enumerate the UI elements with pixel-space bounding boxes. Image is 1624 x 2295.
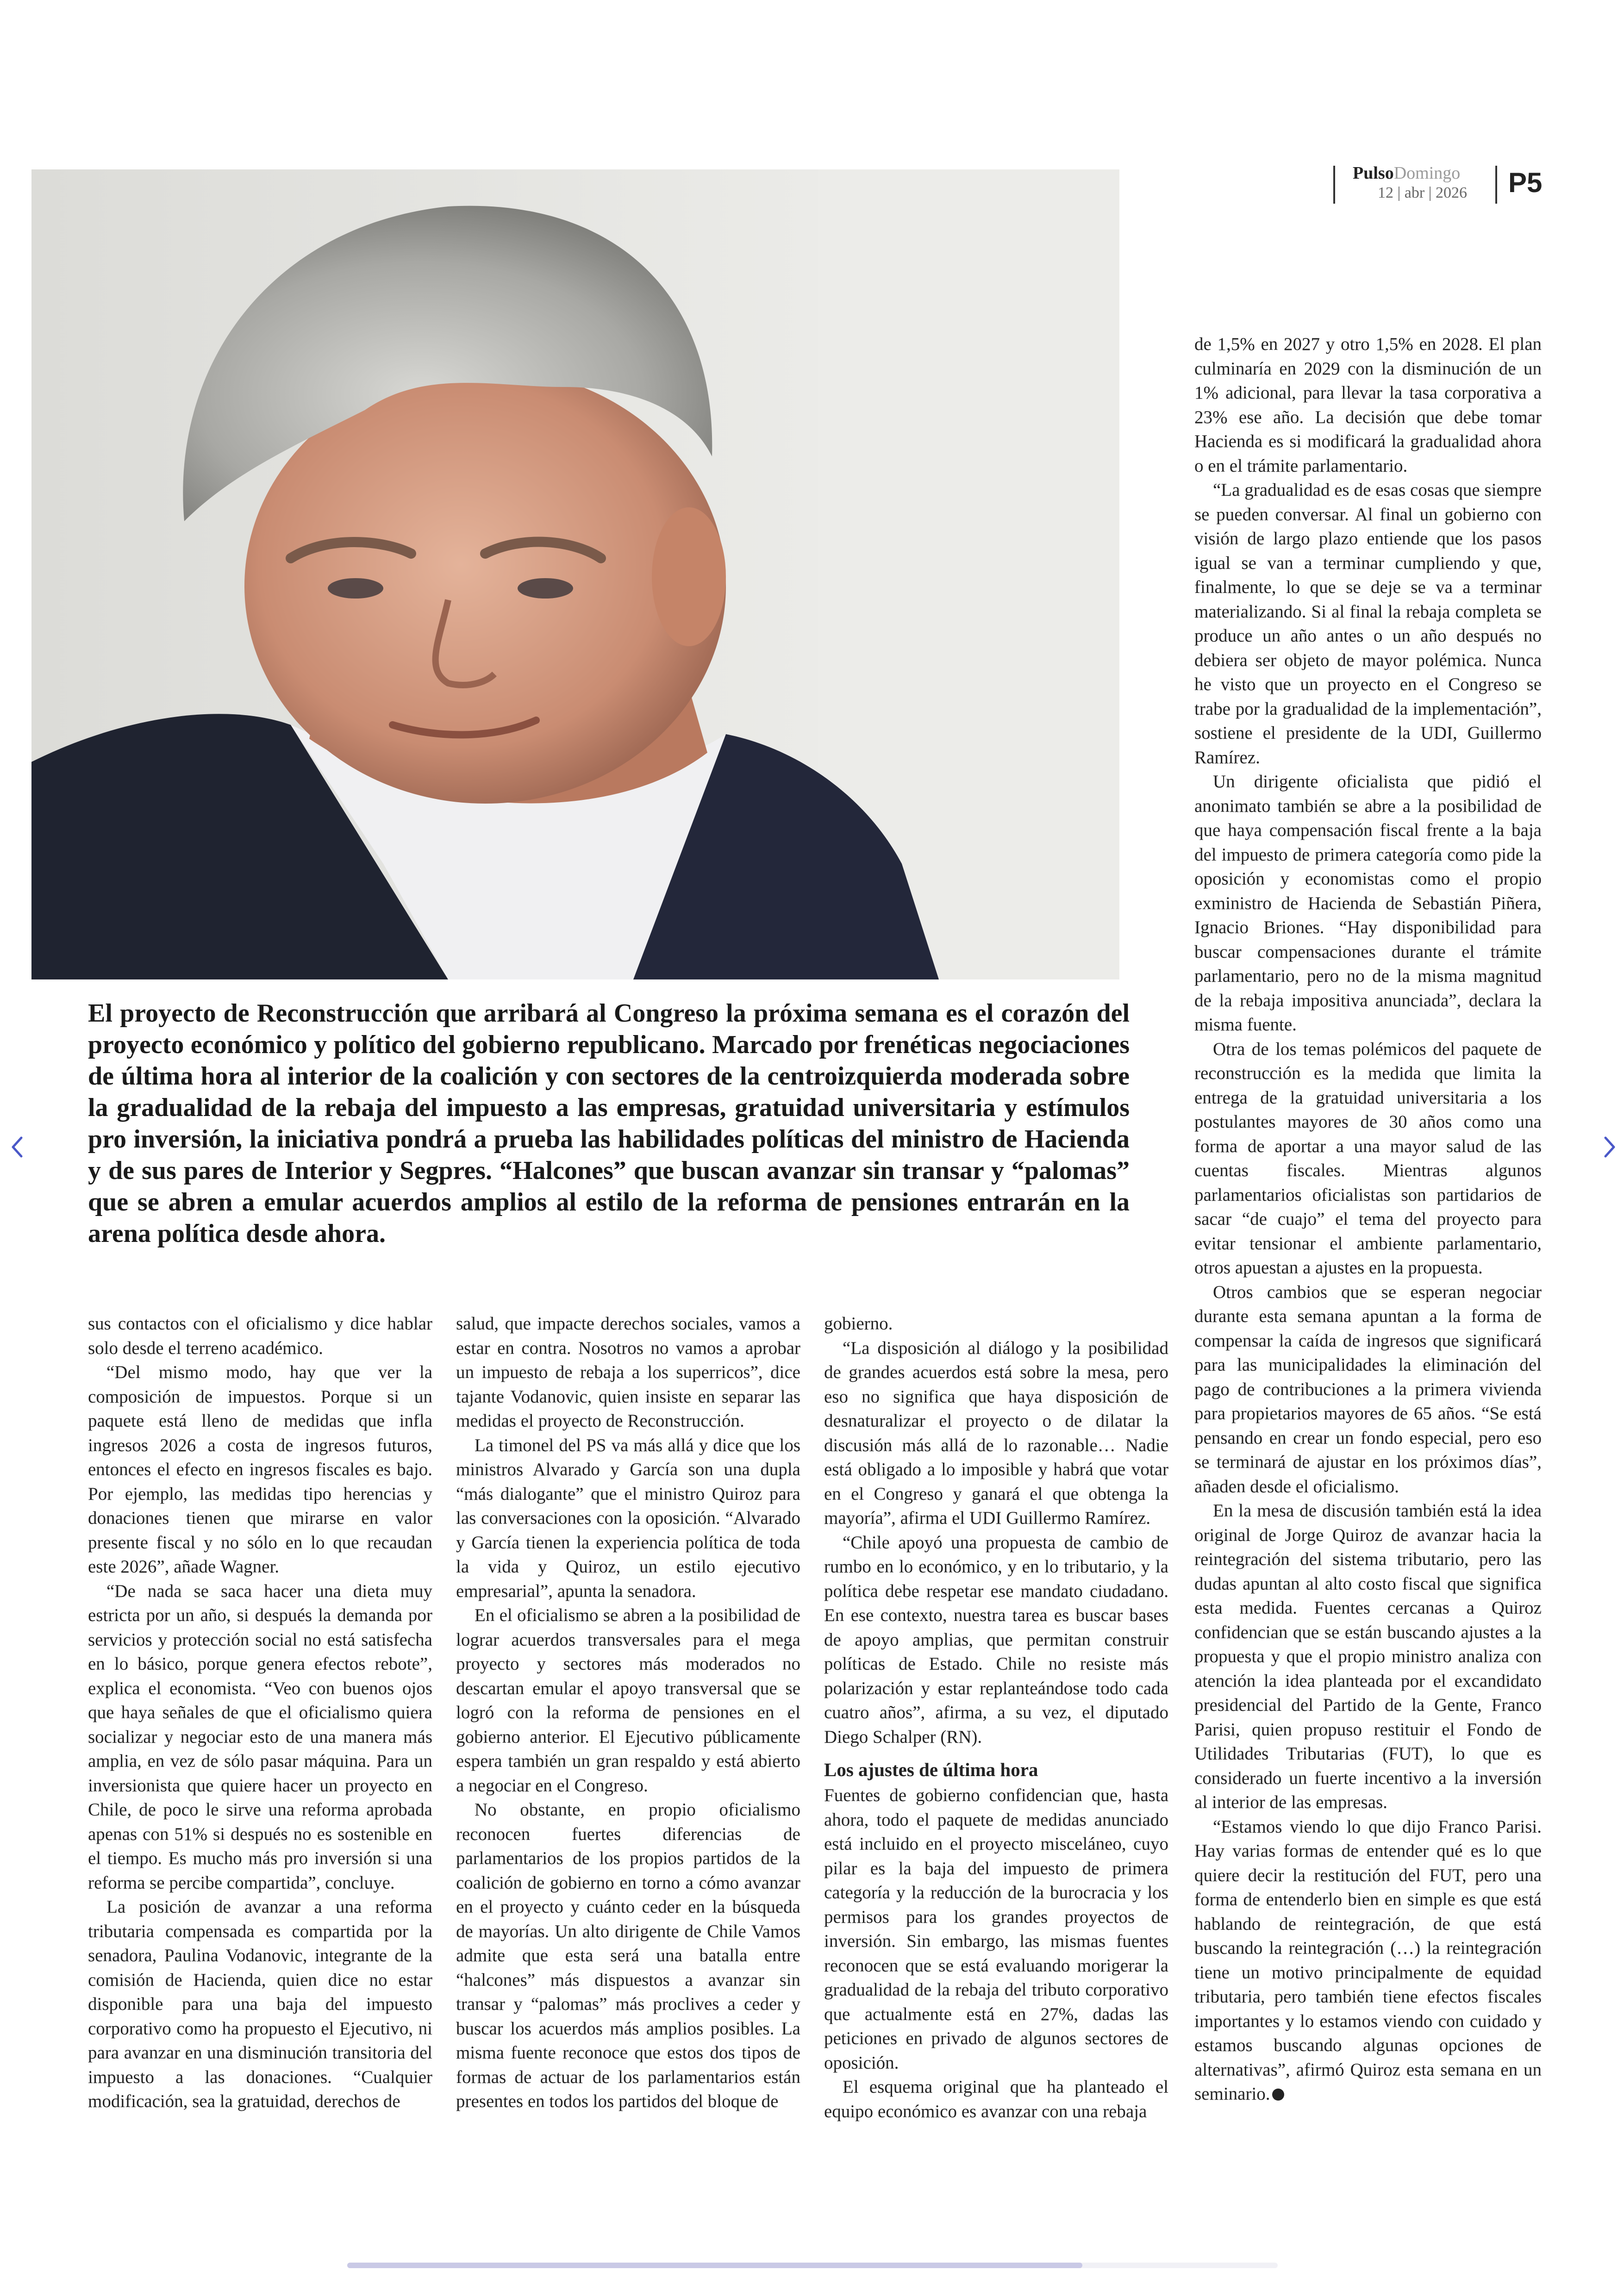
paragraph: “Chile apoyó una propuesta de cambio de rumbo en lo económico, y en lo tributario, y la política debe respetar ese mandato ciudadano. En ese contexto, nuestra tarea es buscar bases de apoyo amplias, que permitan construir políticas de Estado. Chile no resiste más polarización y estar replanteándose todo cada cuatro años”, afirma, a su vez, el diputado Diego Schalper (RN). [824,1532,1168,1747]
paragraph: “La disposición al diálogo y la posibilidad de grandes acuerdos está sobre la mesa, pero eso no significa que haya disposición de desnaturalizar el proyecto o de dilatar la discusión más allá de lo razonable… Nadie está obligado a lo imposible y habrá que votar en el Congreso y ganará el que obtenga la mayoría”, afirma el UDI Guillermo Ramírez. [824,1338,1168,1528]
publication-name-bold: Pulso [1353,163,1394,183]
paragraph-final [1194,1815,1542,2107]
paragraph: “La gradualidad es de esas cosas que siempre se pueden conversar. Al final un gobierno con visión de largo plazo entiende que los pasos igual se van a terminar cumpliendo y que, finalmente, lo que se deje se va a terminar materializando. Si al final la rebaja completa se produce un año antes o un año después no debiera ser objeto de mayor polémica. Nunca he visto que un proyecto en el Congreso se trabe por la gradualidad de la implementación”, sostiene el presidente de la UDI, Guillermo Ramírez. [1194,480,1542,767]
chevron-left-icon [8,1133,27,1161]
section-subheading: Los ajustes de última hora [824,1759,1038,1780]
article-lede: El proyecto de Reconstrucción que arribará al Congreso la próxima semana es el corazón del proyecto económico y político del gobierno republicano. Marcado por frenéticas negociaciones de última hora al interior de la coalición y con sectores de la centroizquierda moderada sobre la gradualidad de la rebaja del impuesto a las empresas, gratuidad universitaria y estímulos pro inversión, la iniciativa pondrá a prueba las habilidades políticas del ministro de Hacienda y de sus pares de Interior y Segpres. “Halcones” que buscan avanzar sin transar y “palomas” que se abren a emular acuerdos amplios al estilo de la reforma de pensiones entrarán en la arena política desde ahora. [88,999,1130,1248]
previous-page-button[interactable] [8,1133,27,1161]
paragraph: El esquema original que ha planteado el equipo económico es avanzar con una rebaja [824,2077,1168,2121]
paragraph: En la mesa de discusión también está la idea original de Jorge Quiroz de avanzar hacia la reintegración del sistema tributario, pero las dudas apuntan al alto costo fiscal que significa esta medida. Fuentes cercanas a Quiroz confidencian que se están buscando ajustes a la propuesta y que el propio ministro analiza con atención la idea planteada por el excandidato presidencial del Partido de la Gente, Franco Parisi, quien propuso restituir el Fondo de Utilidades Tributarias (FUT), lo que es considerado un fuerte incentivo a la inversión al interior de las empresas. [1194,1501,1542,1812]
chevron-right-icon [1600,1133,1618,1161]
paragraph: En el oficialismo se abren a la posibilidad de lograr acuerdos transversales para el mega proyecto y sectores más moderados no descartan emular el apoyo transversal que se logró con la reforma de pensiones en el gobierno anterior. El Ejecutivo públicamente espera también un gran respaldo y está abierto a negociar en el Congreso. [456,1605,800,1796]
paragraph: La timonel del PS va más allá y dice que los ministros Alvarado y García son una dupla “más dialogante” que el ministro Quiroz para las conversaciones con la oposición. “Alvarado y García tienen la experiencia política de toda la vida y Quiroz, un estilo ejecutivo empresarial”, apunta la senadora. [456,1435,800,1601]
portrait-photo [31,169,1119,979]
paragraph: Un dirigente oficialista que pidió el anonimato también se abre a la posibilidad de que haya compensación fiscal frente a la baja del impuesto de primera categoría como pide la oposición y economistas como el propio exministro de Hacienda de Sebastián Piñera, Ignacio Briones. “Hay disponibilidad para buscar compensaciones durante el trámite parlamentario, pero no de la misma magnitud de la rebaja impositiva anunciada”, declara la misma fuente. [1194,772,1542,1035]
paragraph: Fuentes de gobierno confidencian que, hasta ahora, todo el paquete de medidas anunciado está incluido en el proyecto misceláneo, cuyo pilar es la baja del impuesto de primera categoría y la reducción de la burocracia y los permisos para los grandes proyectos de inversión. Sin embargo, las mismas fuentes reconocen que se está evaluando morigerar la gradualidad de la rebaja del tributo corporativo que actualmente está en 27%, dadas las peticiones en privado de algunos sectores de oposición. [824,1785,1168,2073]
paragraph: “Del mismo modo, hay que ver la composición de impuestos. Porque si un paquete está lleno de medidas que infla ingresos 2026 a costa de ingresos futuros, entonces el efecto en ingresos fiscales es bajo. Por ejemplo, las medidas tipo herencias y donaciones tienen que mirarse en valor presente fiscal y no sólo en lo que recaudan este 2026”, añade Wagner. [88,1362,432,1577]
article-column-1 [88,1312,432,2114]
paragraph-final-text: “Estamos viendo lo que dijo Franco Parisi. Hay varias formas de entender qué es lo que quiere decir la restitución del FUT, pero una forma de entenderlo bien en simple es que está hablando de reintegración, de que está buscando la reintegración (…) la reintegración tiene un motivo principalmente de equidad tributaria, pero también tiene efectos fiscales importantes y lo estamos viendo con cuidado y estamos buscando algunas opciones de alternativas”, afirmó Quiroz esta semana en un seminario. [1194,1816,1542,2104]
paragraph: de 1,5% en 2027 y otro 1,5% en 2028. El plan culminaría en 2029 con la disminución de un 1% adicional, para llevar la tasa corporativa a 23% ese año. La decisión que debe tomar Hacienda es si modificará la gradualidad ahora o en el trámite parlamentario. [1194,334,1542,476]
publication-name [1353,164,1460,182]
publication-name-light: Domingo [1393,163,1461,183]
end-of-article-icon [1272,2089,1284,2101]
paragraph: La posición de avanzar a una reforma tributaria compensada es compartida por la senadora, Paulina Vodanovic, integrante de la comisión de Hacienda, quien dice no estar disponible para una baja del impuesto corporativo como ha propuesto el Ejecutivo, ni para avanzar en una disminución transitoria del impuesto a las donaciones. “Cualquier modificación, sea la gratuidad, derechos de [88,1897,432,2111]
masthead [1333,163,1543,205]
paragraph: sus contactos con el oficialismo y dice hablar solo desde el terreno académico. [88,1314,432,1358]
paragraph: Otra de los temas polémicos del paquete de reconstrucción es la medida que limita la entrega de la gratuidad universitaria a los postulantes mayores de 30 años como una forma de aportar a una mayor salud de las cuentas fiscales. Mientras algunos parlamentarios oficialistas son partidarios de sacar “de cuajo” el tema del proyecto para evitar tensionar el ambiente parlamentario, otros apuestan a ajustes en la propuesta. [1194,1039,1542,1278]
page-number: P5 [1508,167,1543,198]
article-column-3 [824,1312,1168,2124]
masthead-divider-right [1495,166,1497,204]
portrait-photo-illustration [31,169,1119,979]
paragraph: Otros cambios que se esperan negociar durante esta semana apuntan a la forma de compensar la caída de ingresos que significará para las municipalidades la eliminación del pago de contribuciones a la primera vivienda para propietarios mayores de 65 años. “Se está pensando en crear un fondo especial, pero eso se terminará de ajustar en los próximos días”, añaden desde el oficialismo. [1194,1282,1542,1497]
horizontal-scrollbar-thumb[interactable] [347,2263,1082,2268]
paragraph: No obstante, en propio oficialismo reconocen fuertes diferencias de parlamentarios de los propios partidos de la coalición de gobierno en torno a cómo avanzar en el proyecto y cuánto ceder en la búsqueda de mayorías. Un alto dirigente de Chile Vamos admite que esta será una batalla entre “halcones” más dispuestos a avanzar sin transar y “palomas” más proclives a ceder y buscar los acuerdos más amplios posibles. La misma fuente reconoce que estos dos tipos de formas de actuar de los parlamentarios están presentes en todos los partidos del bloque de [456,1800,800,2111]
masthead-divider [1333,166,1335,204]
paragraph: “De nada se saca hacer una dieta muy estricta por un año, si después la demanda por servicios y protección social no está satisfecha en lo básico, porque genera efectos rebote”, explica el economista. “Veo con buenos ojos que haya señales de que el oficialismo quiera socializar y negociar esto de una manera más amplia, en vez de sólo pasar máquina. Para un inversionista que quiere hacer un proyecto en Chile, de poco le sirve una reforma aprobada apenas con 51% si después no es sostenible en el tiempo. Es mucho más pro inversión si una reforma se percibe compartida”, concluye. [88,1581,432,1893]
article-column-2 [456,1312,800,2114]
next-page-button[interactable] [1600,1133,1618,1161]
publication-date: 12 | abr | 2026 [1378,184,1468,201]
paragraph: salud, que impacte derechos sociales, vamos a estar en contra. Nosotros no vamos a aprobar un impuesto de rebaja a los superricos”, dice tajante Vodanovic, quien insiste en separar las medidas el proyecto de Reconstrucción. [456,1314,800,1431]
paragraph: gobierno. [824,1314,893,1334]
article-column-4 [1194,332,1542,2107]
